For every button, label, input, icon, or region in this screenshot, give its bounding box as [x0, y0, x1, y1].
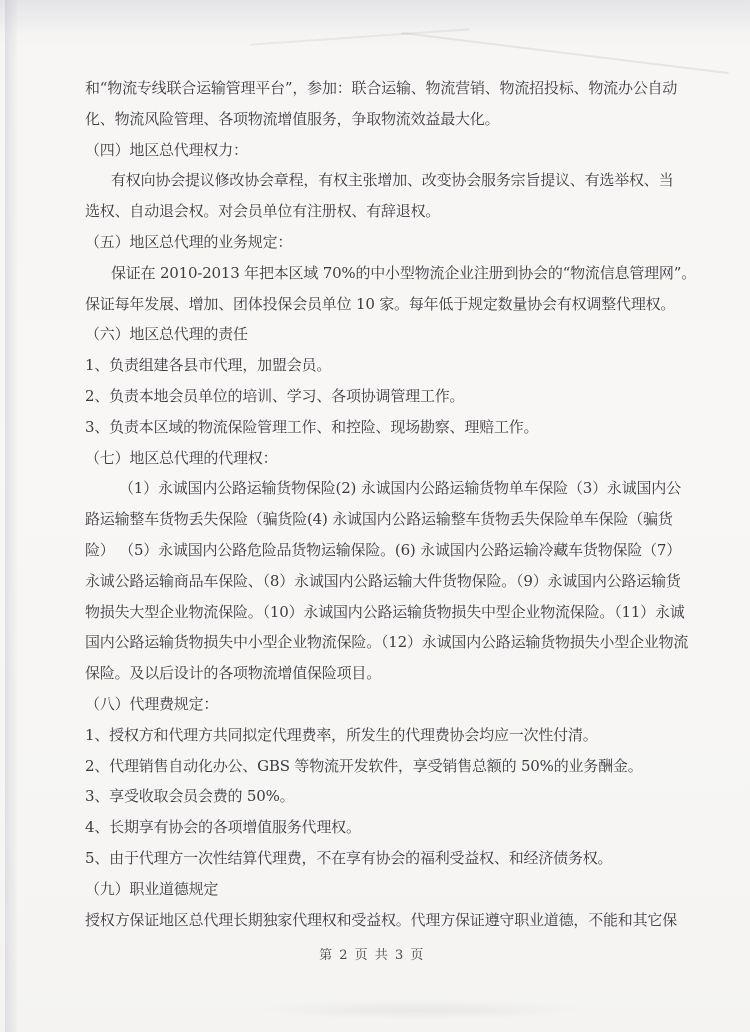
- document-line: 授权方保证地区总代理长期独家代理权和受益权。代理方保证遵守职业道德，不能和其它保: [85, 910, 678, 929]
- document-body: [85, 73, 697, 935]
- list-item: 5、由于代理方一次性结算代理费，不在享有协会的福利受益权、和经济债务权。: [85, 848, 613, 867]
- list-item: 3、负责本区域的物流保险管理工作、和控险、现场勘察、理赔工作。: [85, 417, 539, 436]
- document-line: 保证每年发展、增加、团体投保会员单位 10 家。每年低于规定数量协会有权调整代理权。: [85, 294, 676, 313]
- document-line: 路运输整车货物丢失保险（骗货险(4) 永诚国内公路运输整车货物丢失保险单车保险（骗货: [85, 510, 673, 529]
- section-heading: （五）地区总代理的业务规定：: [85, 232, 293, 251]
- section-heading: （六）地区总代理的责任: [85, 325, 248, 344]
- document-line: 选权、自动退会权。对会员单位有注册权、有辞退权。: [85, 202, 441, 221]
- scan-smudge: [250, 1000, 590, 1020]
- section-heading: （九）职业道德规定: [85, 879, 219, 898]
- document-line: 保险。及以后设计的各项物流增值保险项目。: [85, 664, 382, 683]
- document-line: （1）永诚国内公路运输货物保险(2) 永诚国内公路运输货物单车保险（3）永诚国内公: [119, 479, 681, 498]
- scan-top-edge-shadow: [0, 0, 750, 34]
- list-item: 4、长期享有协会的各项增值服务代理权。: [85, 818, 361, 837]
- document-line: 险） （5）永诚国内公路危险品货物运输保险。(6) 永诚国内公路运输冷藏车货物保险（7）: [85, 540, 682, 559]
- list-item: 1、负责组建各县市代理，加盟会员。: [85, 356, 332, 375]
- document-line: 有权向协会提议修改协会章程，有权主张增加、改变协会服务宗旨提议、有选举权、当: [111, 171, 674, 190]
- document-line: 永诚公路运输商品车保险、（8）永诚国内公路运输大件货物保险。（9）永诚国内公路运输货: [85, 571, 681, 590]
- document-line: 物损失大型企业物流保险。（10）永诚国内公路运输货物损失中型企业物流保险。（11）永诚: [85, 602, 685, 621]
- paper-crease: [401, 32, 729, 74]
- section-heading: （七）地区总代理的代理权：: [85, 448, 278, 467]
- list-item: 2、负责本地会员单位的培训、学习、各项协调管理工作。: [85, 386, 465, 405]
- list-item: 1、授权方和代理方共同拟定代理费率，所发生的代理费协会均应一次性付清。: [85, 725, 598, 744]
- section-heading: （四）地区总代理权力：: [85, 140, 248, 159]
- list-item: 2、代理销售自动化办公、GBS 等物流开发软件，享受销售总额的 50%的业务酬金。: [85, 756, 643, 775]
- document-line: 化、物流风险管理、各项物流增值服务，争取物流效益最大化。: [85, 109, 500, 128]
- document-line: 保证在 2010-2013 年把本区域 70%的中小型物流企业注册到协会的“物流信息管理网”。: [111, 263, 697, 282]
- section-heading: （八）代理费规定：: [85, 694, 219, 713]
- document-line: 和“物流专线联合运输管理平台”，参加：联合运输、物流营销、物流招投标、物流办公自动: [85, 79, 678, 97]
- page-number: 第 2 页 共 3 页: [319, 948, 425, 963]
- document-line: 国内公路运输货物损失中小型企业物流保险。（12）永诚国内公路运输货物损失小型企业物流: [85, 633, 689, 652]
- list-item: 3、享受收取会员会费的 50%。: [85, 787, 295, 806]
- scan-left-edge-shadow: [5, 0, 17, 1032]
